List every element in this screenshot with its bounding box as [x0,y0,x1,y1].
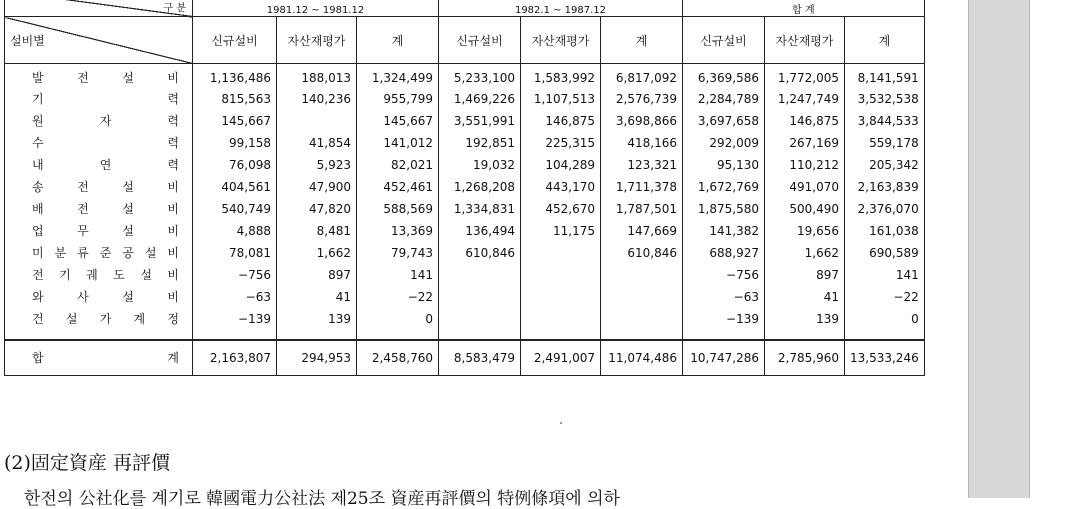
table-row [5,176,925,198]
row-label-char: 도 [113,268,125,282]
value-cell [521,264,601,286]
table-row [5,242,925,264]
value-cell: 1,875,580 [683,198,765,220]
row-label-char: 공 [122,246,134,260]
value-cell [439,264,521,286]
row-label-char: 업 [32,224,44,238]
row-label-char: 력 [167,114,179,128]
value-cell: 141,382 [683,220,765,242]
row-label [10,266,187,283]
row-label-cell [5,64,193,88]
value-cell: −22 [845,286,925,308]
row-label-char: 설 [65,312,78,326]
column-header: 계 [845,17,925,64]
row-label-char: 설 [122,290,134,304]
row-label-char: 기 [59,268,71,282]
value-cell [601,286,683,308]
value-cell: 123,321 [601,154,683,176]
row-label [10,288,187,305]
value-cell: 82,021 [357,154,439,176]
value-cell: 110,212 [765,154,845,176]
total-value-cell: 11,074,486 [601,340,683,376]
row-label-cell [5,176,193,198]
total-value-cell: 13,533,246 [845,340,925,376]
row-label [10,200,187,217]
row-label-char: 설 [122,224,134,238]
total-value-cell: 10,747,286 [683,340,765,376]
value-cell: 1,672,769 [683,176,765,198]
row-label-char: 가 [99,312,112,326]
row-label-char: 배 [32,202,44,216]
value-cell: 491,070 [765,176,845,198]
total-value-cell: 2,785,960 [765,340,845,376]
row-label-cell [5,242,193,264]
value-cell: 1,662 [277,242,357,264]
value-cell: 6,369,586 [683,64,765,88]
value-cell: 1,469,226 [439,88,521,110]
value-cell [601,264,683,286]
row-label [10,244,187,261]
row-label [10,310,187,327]
value-cell: 3,532,538 [845,88,925,110]
spacer-cell [439,330,521,340]
value-cell: 688,927 [683,242,765,264]
value-cell: 6,817,092 [601,64,683,88]
row-label [10,90,187,107]
row-label-cell [5,198,193,220]
row-label-char: 력 [167,136,179,150]
value-cell: 610,846 [601,242,683,264]
value-cell [521,286,601,308]
value-cell: 559,178 [845,132,925,154]
row-label-char: 비 [167,180,179,194]
paragraph-line: 한전의 公社化를 계기로 韓國電力公社法 제25조 資産再評價의 特例條項에 의하 [24,489,620,509]
value-cell: 267,169 [765,132,845,154]
table-spacer-row [5,330,925,340]
value-cell: 610,846 [439,242,521,264]
value-cell: 146,875 [765,110,845,132]
value-cell: 4,888 [193,220,277,242]
table-row [5,154,925,176]
column-header: 자산재평가 [765,17,845,64]
value-cell: 1,324,499 [357,64,439,88]
value-cell: 141,012 [357,132,439,154]
value-cell: 5,923 [277,154,357,176]
row-label-cell [5,220,193,242]
table-row [5,220,925,242]
value-cell: 1,136,486 [193,64,277,88]
row-label-char: 내 [32,158,44,172]
value-cell [277,110,357,132]
spacer-cell [683,330,765,340]
table-header-row [5,17,925,64]
row-label-cell [5,264,193,286]
value-cell: 500,490 [765,198,845,220]
row-label-char: 설 [140,268,152,282]
total-value-cell: 294,953 [277,340,357,376]
row-label-char: 비 [167,246,179,260]
row-label-char: 송 [32,180,44,194]
value-cell: 1,268,208 [439,176,521,198]
column-header: 신규설비 [683,17,765,64]
value-cell: 161,038 [845,220,925,242]
total-value-cell: 8,583,479 [439,340,521,376]
speck [560,422,562,424]
table-row [5,264,925,286]
value-cell: 452,670 [521,198,601,220]
row-label-char: 설 [122,202,134,216]
row-label-cell [5,132,193,154]
total-label-char: 합 [32,351,44,366]
row-label-char: 건 [32,312,44,326]
value-cell: 1,334,831 [439,198,521,220]
table-row [5,286,925,308]
value-cell: 3,698,866 [601,110,683,132]
value-cell: 145,667 [357,110,439,132]
value-cell: 225,315 [521,132,601,154]
value-cell: −756 [193,264,277,286]
row-label-char: 력 [167,158,179,172]
table-row [5,88,925,110]
value-cell: 0 [357,308,439,330]
column-header: 신규설비 [193,17,277,64]
row-label-char: 사 [77,290,89,304]
value-cell: 8,141,591 [845,64,925,88]
row-label-char: 수 [32,136,44,150]
value-cell: 588,569 [357,198,439,220]
row-label-char: 설 [144,246,157,260]
row-label-char: 연 [99,158,112,172]
row-label-char: 와 [32,290,44,304]
value-cell: 1,787,501 [601,198,683,220]
total-value-cell: 2,491,007 [521,340,601,376]
row-label-char: 비 [167,202,179,216]
value-cell: 1,107,513 [521,88,601,110]
value-cell: 139 [277,308,357,330]
spacer-cell [193,330,277,340]
total-value-cell: 2,458,760 [357,340,439,376]
value-cell: 1,662 [765,242,845,264]
value-cell: 418,166 [601,132,683,154]
value-cell [601,308,683,330]
row-label-cell [5,88,193,110]
total-label-cell [5,340,193,376]
value-cell: 136,494 [439,220,521,242]
row-label [10,134,187,151]
value-cell: 3,697,658 [683,110,765,132]
value-cell [521,242,601,264]
row-label-char: 비 [167,290,179,304]
row-label-char: 전 [77,202,89,216]
value-cell: 41,854 [277,132,357,154]
value-cell: 1,772,005 [765,64,845,88]
value-cell: 292,009 [683,132,765,154]
value-cell: 19,032 [439,154,521,176]
value-cell: 443,170 [521,176,601,198]
column-header: 자산재평가 [277,17,357,64]
row-label [10,69,187,86]
row-label-cell [5,286,193,308]
value-cell: −63 [193,286,277,308]
row-label-char: 비 [167,224,179,238]
corner-top-cell [5,0,193,17]
value-cell: 192,851 [439,132,521,154]
column-header: 신규설비 [439,17,521,64]
corner-top-label: 구 분 [163,3,186,14]
total-value-cell: 2,163,807 [193,340,277,376]
value-cell [521,308,601,330]
scrollbar-track[interactable] [968,0,1030,498]
row-label-char: 무 [77,224,89,238]
value-cell: −139 [193,308,277,330]
row-label-char: 원 [32,114,44,128]
value-cell: 8,481 [277,220,357,242]
row-label-char: 미 [32,246,44,260]
value-cell [439,286,521,308]
row-label-char: 정 [167,312,179,326]
value-cell: 1,247,749 [765,88,845,110]
value-cell: 3,844,533 [845,110,925,132]
value-cell: 104,289 [521,154,601,176]
spacer-cell [521,330,601,340]
spacer-cell [845,330,925,340]
value-cell: 139 [765,308,845,330]
value-cell: −22 [357,286,439,308]
value-cell: 147,669 [601,220,683,242]
row-label-char: 준 [99,246,112,260]
value-cell [439,308,521,330]
row-label-char: 계 [133,312,146,326]
value-cell: −756 [683,264,765,286]
row-label-char: 궤 [86,268,98,282]
value-cell: 897 [277,264,357,286]
total-label-char: 계 [167,351,179,366]
row-label-char: 설 [122,180,134,194]
table-row [5,132,925,154]
row-label [10,222,187,239]
column-header: 계 [601,17,683,64]
row-label [10,112,187,129]
corner-bottom-cell [5,17,193,64]
total-label [10,349,187,366]
value-cell: 78,081 [193,242,277,264]
value-cell: 99,158 [193,132,277,154]
table-row [5,198,925,220]
table-period-row [5,0,925,17]
table-row [5,110,925,132]
value-cell: 13,369 [357,220,439,242]
row-label-char: 전 [32,268,44,282]
value-cell: 145,667 [193,110,277,132]
section-title: (2)固定資産 再評價 [4,452,170,474]
asset-table [4,0,925,376]
row-label-char: 전 [77,180,89,194]
value-cell: 188,013 [277,64,357,88]
value-cell: 540,749 [193,198,277,220]
row-label-cell [5,308,193,330]
table-row [5,64,925,88]
spacer-cell [277,330,357,340]
value-cell: 0 [845,308,925,330]
row-label-char: 분 [54,246,67,260]
corner-bottom-label: 설비별 [10,33,45,48]
spacer-cell [765,330,845,340]
value-cell: 815,563 [193,88,277,110]
value-cell: 452,461 [357,176,439,198]
value-cell: 3,551,991 [439,110,521,132]
row-label-char: 발 [32,71,44,86]
value-cell: 205,342 [845,154,925,176]
value-cell: 79,743 [357,242,439,264]
value-cell: 47,900 [277,176,357,198]
row-label-char: 기 [32,92,44,106]
value-cell: 2,376,070 [845,198,925,220]
value-cell: −139 [683,308,765,330]
value-cell: 95,130 [683,154,765,176]
row-label-cell [5,154,193,176]
row-label [10,156,187,173]
row-label-char: 비 [167,71,179,86]
value-cell: 690,589 [845,242,925,264]
period-header: 합 계 [683,0,925,17]
row-label-cell [5,110,193,132]
value-cell: 47,820 [277,198,357,220]
value-cell: 76,098 [193,154,277,176]
value-cell: 141 [357,264,439,286]
row-label-char: 설 [122,71,134,86]
value-cell: 141 [845,264,925,286]
table-row [5,308,925,330]
spacer-cell [601,330,683,340]
row-label [10,178,187,195]
value-cell: 146,875 [521,110,601,132]
row-label-char: 비 [167,268,179,282]
value-cell: 41 [765,286,845,308]
period-header: 1982.1 ~ 1987.12 [439,0,683,17]
spacer-cell [357,330,439,340]
value-cell: 1,583,992 [521,64,601,88]
value-cell: 11,175 [521,220,601,242]
value-cell: −63 [683,286,765,308]
value-cell: 2,284,789 [683,88,765,110]
value-cell: 41 [277,286,357,308]
value-cell: 1,711,378 [601,176,683,198]
value-cell: 2,576,739 [601,88,683,110]
value-cell: 955,799 [357,88,439,110]
row-label-char: 자 [99,114,112,128]
column-header: 계 [357,17,439,64]
column-header: 자산재평가 [521,17,601,64]
value-cell: 2,163,839 [845,176,925,198]
value-cell: 404,561 [193,176,277,198]
row-label-char: 력 [167,92,179,106]
value-cell: 140,236 [277,88,357,110]
spacer-cell [5,330,193,340]
table-total-row [5,340,925,376]
value-cell: 897 [765,264,845,286]
value-cell: 5,233,100 [439,64,521,88]
period-header: 1981.12 ~ 1981.12 [193,0,439,17]
row-label-char: 전 [77,71,89,86]
row-label-char: 류 [77,246,89,260]
value-cell: 19,656 [765,220,845,242]
